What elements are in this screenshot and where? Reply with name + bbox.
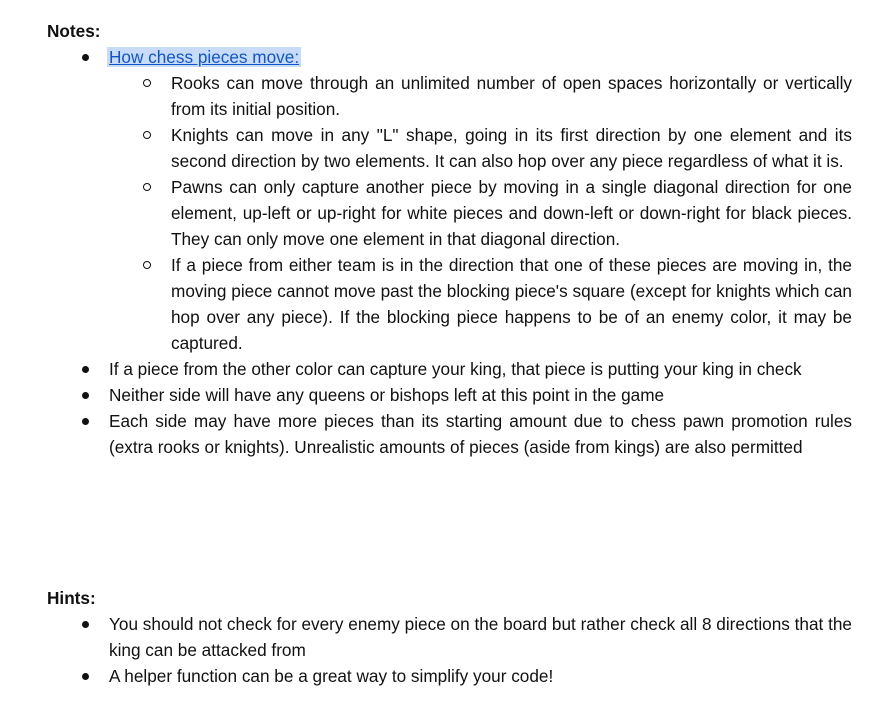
list-item <box>0 611 852 663</box>
sub-list-item <box>109 252 852 356</box>
chess-moves-link[interactable]: How chess pieces move: <box>109 47 300 67</box>
hints-heading: Hints: <box>47 588 96 608</box>
sub-list-item <box>109 174 852 252</box>
pawn-note: Pawns can only capture another piece by moving in a single diagonal direction for one element, up-left or up-right for white pieces and down-left or down-right for black pieces. They can only move one element in that diagonal direction. <box>171 177 852 249</box>
bullet-icon <box>82 392 89 399</box>
hollow-bullet-icon <box>143 183 151 191</box>
list-item <box>0 382 852 408</box>
list-item <box>0 356 852 382</box>
bullet-icon <box>82 366 89 373</box>
knight-note: Knights can move in any "L" shape, going in its first direction by one element and its second direction by two elements. It can also hop over any piece regardless of what it is. <box>171 125 852 171</box>
bullet-icon <box>82 54 89 61</box>
list-item <box>0 663 852 689</box>
notes-list <box>0 44 852 460</box>
chess-moves-sublist <box>109 70 852 356</box>
blocking-note: If a piece from either team is in the direction that one of these pieces are moving in, the moving piece cannot move past the blocking piece's square (except for knights which can hop over any piece). If the blocking piece happens to be of an enemy color, it may be captured. <box>171 255 852 353</box>
helper-function-hint: A helper function can be a great way to simplify your code! <box>109 666 554 686</box>
promotion-note: Each side may have more pieces than its starting amount due to chess pawn promotion rules (extra rooks or knights). Unrealistic amounts of pieces (aside from kings) are also permitted <box>109 411 852 457</box>
bullet-icon <box>82 418 89 425</box>
list-item <box>0 408 852 460</box>
sub-list-item <box>109 70 852 122</box>
list-item <box>0 44 852 356</box>
directions-hint: You should not check for every enemy piece on the board but rather check all 8 directions that the king can be attacked from <box>109 614 852 660</box>
notes-heading: Notes: <box>47 21 101 41</box>
bullet-icon <box>82 621 89 628</box>
bullet-icon <box>82 673 89 680</box>
check-note: If a piece from the other color can capture your king, that piece is putting your king in check <box>109 359 802 379</box>
rook-note: Rooks can move through an unlimited number of open spaces horizontally or vertically from its initial position. <box>171 73 852 119</box>
hints-list <box>0 611 852 689</box>
hollow-bullet-icon <box>143 79 151 87</box>
hollow-bullet-icon <box>143 131 151 139</box>
queens-bishops-note: Neither side will have any queens or bishops left at this point in the game <box>109 385 665 405</box>
hollow-bullet-icon <box>143 261 151 269</box>
sub-list-item <box>109 122 852 174</box>
